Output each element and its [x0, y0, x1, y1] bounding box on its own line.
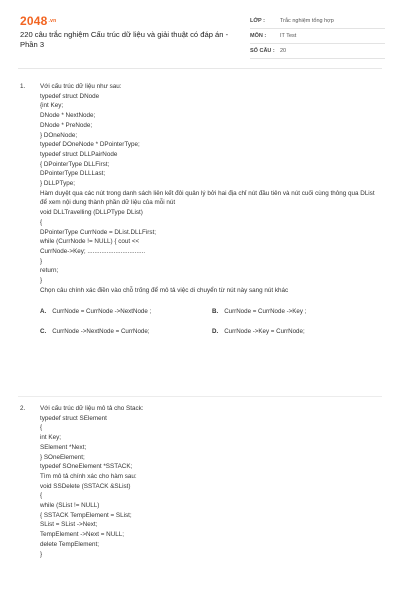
- option-letter: B.: [212, 308, 219, 316]
- option-text: CurrNode = CurrNode ->Key ;: [224, 308, 307, 316]
- code-line: {: [40, 424, 43, 432]
- code-line: typedef SOneElement *SSTACK;: [40, 463, 133, 471]
- question-line: Với cấu trúc dữ liệu mô tả cho Stack:: [40, 405, 144, 412]
- code-line: SElement *Next;: [40, 443, 87, 451]
- question-line: Với cấu trúc dữ liệu như sau:: [40, 83, 122, 90]
- question-divider: [18, 396, 382, 397]
- code-line: } DLLPType;: [40, 180, 76, 188]
- logo-sup: .vn: [48, 18, 57, 24]
- meta-table: [250, 14, 385, 59]
- meta-label: SỐ CÂU :: [250, 48, 275, 54]
- meta-row-subject: [250, 29, 385, 44]
- code-line: typedef struct DLLPairNode: [40, 150, 118, 158]
- option-letter: A.: [40, 308, 47, 316]
- question-number: 2.: [20, 405, 26, 412]
- answer-options: [40, 301, 382, 341]
- code-line: {: [40, 218, 43, 226]
- meta-label: MÔN :: [250, 33, 267, 39]
- code-line: { DPointerType DLLFirst;: [40, 160, 110, 168]
- code-line: }: [40, 257, 43, 265]
- code-line: } DOneNode;: [40, 131, 78, 139]
- code-line: }: [40, 550, 43, 558]
- option-c[interactable]: [40, 327, 150, 337]
- option-text: CurrNode = CurrNode ->NextNode ;: [52, 308, 152, 316]
- code-line: int Key;: [40, 434, 61, 442]
- meta-value: 20: [280, 48, 287, 54]
- question-number: 1.: [20, 83, 26, 90]
- logo-main: 2048: [20, 14, 48, 28]
- code-line: {int Key;: [40, 102, 64, 110]
- code-line: {: [40, 492, 43, 500]
- code-line: }: [40, 277, 43, 285]
- meta-row-count: [250, 44, 385, 59]
- option-text: CurrNode ->NextNode = CurrNode;: [52, 328, 150, 336]
- option-letter: C.: [40, 328, 47, 336]
- question-prompt: Chọn câu chính xác điền vào chỗ trống để mô tả việc di chuyển từ nút này sang nút khác: [40, 286, 289, 294]
- code-line: TempElement ->Next = NULL;: [40, 531, 124, 539]
- option-text: CurrNode ->Key = CurrNode;: [224, 328, 305, 336]
- code-line: typedef struct SElement: [40, 414, 107, 422]
- code-line: while (SList != NULL): [40, 502, 100, 510]
- code-line: SList = SList ->Next;: [40, 521, 98, 529]
- question-line: Tìm mô tả chính xác cho hàm sau:: [40, 472, 137, 480]
- meta-value: IT Test: [280, 33, 297, 39]
- code-line: DPointerType DLLLast;: [40, 170, 106, 178]
- code-line: void DLLTravelling (DLLPType DList): [40, 209, 143, 217]
- meta-label: LỚP :: [250, 18, 265, 24]
- meta-row-class: [250, 14, 385, 29]
- code-line: return;: [40, 267, 59, 275]
- option-letter: D.: [212, 328, 219, 336]
- code-line: DNode * NextNode;: [40, 112, 96, 120]
- code-line: void SSDelete (SSTACK &SList): [40, 482, 131, 490]
- option-a[interactable]: [40, 307, 151, 317]
- meta-value: Trắc nghiệm tổng hợp: [280, 18, 334, 24]
- option-d[interactable]: [212, 327, 305, 337]
- code-line: typedef struct DNode: [40, 92, 100, 100]
- site-logo[interactable]: [20, 14, 56, 28]
- question-line: Hàm duyệt qua các nút trong danh sách liên kết đôi quản lý bởi hai địa chỉ nút đầu tiên và nút cuối cùng thông qua DList để xem nội dung thành phần dữ liệu của mỗi nút: [40, 189, 375, 207]
- document-title: 220 câu trắc nghiệm Cấu trúc dữ liệu và giải thuật có đáp án - Phần 3: [20, 30, 229, 49]
- code-line: delete TempElement;: [40, 540, 100, 548]
- code-line: DPointerType CurrNode = DList.DLLFirst;: [40, 228, 157, 236]
- code-line: { SSTACK TempElement = SList;: [40, 511, 132, 519]
- option-b[interactable]: [212, 307, 306, 317]
- header-divider: [18, 68, 382, 69]
- question-body: [40, 404, 382, 559]
- code-line: CurrNode->Key; .................................: [40, 247, 146, 255]
- header: [0, 0, 400, 64]
- code-line: while (CurrNode != NULL) { cout <<: [40, 238, 140, 246]
- code-line: typedef DOneNode * DPointerType;: [40, 141, 140, 149]
- question-body: [40, 82, 382, 341]
- code-line: DNode * PreNode;: [40, 121, 93, 129]
- code-line: } SOneElement;: [40, 453, 85, 461]
